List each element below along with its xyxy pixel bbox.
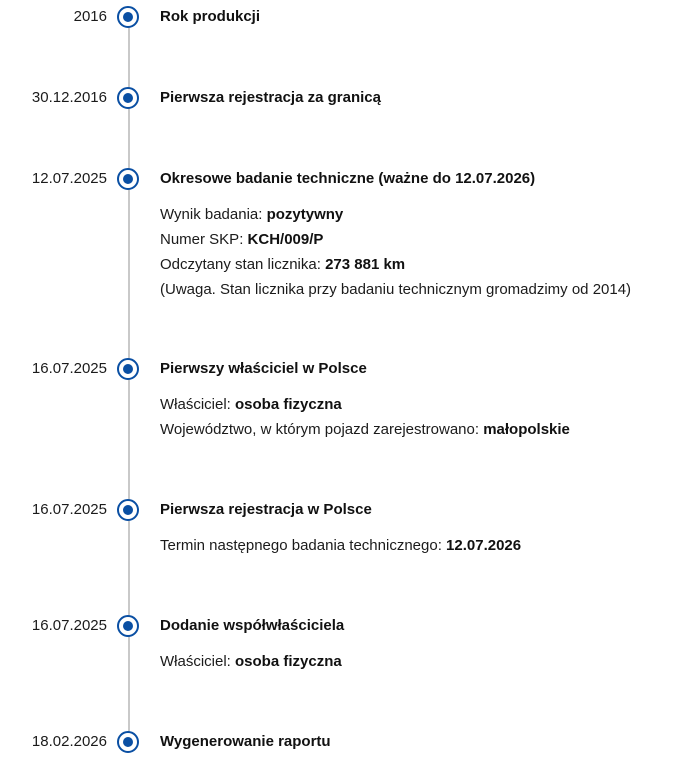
inspection-result-value: pozytywny <box>266 206 344 223</box>
event-date: 12.07.2025 <box>31 170 107 187</box>
event-title: Rok produkcji <box>160 8 261 25</box>
next-inspection-line <box>160 533 521 558</box>
event-details <box>160 533 521 558</box>
event-title: Dodanie współwłaściciela <box>160 617 345 634</box>
event-title: Okresowe badanie techniczne (ważne do 12.07.2026) <box>160 170 536 187</box>
skp-number-line <box>160 227 631 252</box>
event-date: 30.12.2016 <box>31 89 107 106</box>
odometer-label: Odczytany stan licznika: <box>160 256 326 273</box>
event-title: Wygenerowanie raportu <box>160 733 331 750</box>
skp-number-label: Numer SKP: <box>160 231 248 248</box>
event-details <box>160 649 342 674</box>
event-date: 16.07.2025 <box>31 501 107 518</box>
voivodeship-line <box>160 417 570 442</box>
event-date: 2016 <box>73 8 107 25</box>
next-inspection-value: 12.07.2026 <box>446 537 522 554</box>
owner-line <box>160 649 342 674</box>
owner-label: Właściciel: <box>160 396 236 413</box>
inspection-result-label: Wynik badania: <box>160 206 267 223</box>
timeline-dot-icon <box>117 358 139 380</box>
timeline-dot-icon <box>117 168 139 190</box>
event-date: 18.02.2026 <box>31 733 107 750</box>
event-date: 16.07.2025 <box>31 617 107 634</box>
timeline-dot-icon <box>117 615 139 637</box>
timeline-dot-icon <box>117 6 139 28</box>
event-title: Pierwsza rejestracja za granicą <box>160 89 381 106</box>
voivodeship-value: małopolskie <box>483 421 570 438</box>
odometer-line <box>160 252 631 277</box>
timeline-dot-icon <box>117 731 139 753</box>
owner-value: osoba fizyczna <box>235 653 342 670</box>
event-title: Pierwsza rejestracja w Polsce <box>160 501 372 518</box>
next-inspection-label: Termin następnego badania technicznego: <box>160 537 447 554</box>
event-date: 16.07.2025 <box>31 360 107 377</box>
voivodeship-label: Województwo, w którym pojazd zarejestrowano: <box>160 421 484 438</box>
owner-line <box>160 392 570 417</box>
odometer-note: (Uwaga. Stan licznika przy badaniu technicznym gromadzimy od 2014) <box>160 281 632 298</box>
event-details <box>160 202 631 302</box>
owner-label: Właściciel: <box>160 653 236 670</box>
owner-value: osoba fizyczna <box>235 396 342 413</box>
event-title: Pierwszy właściciel w Polsce <box>160 360 367 377</box>
skp-number-value: KCH/009/P <box>247 231 324 248</box>
inspection-result-line <box>160 202 631 227</box>
event-details <box>160 392 570 442</box>
odometer-value: 273 881 km <box>325 256 406 273</box>
timeline-dot-icon <box>117 499 139 521</box>
timeline-dot-icon <box>117 87 139 109</box>
